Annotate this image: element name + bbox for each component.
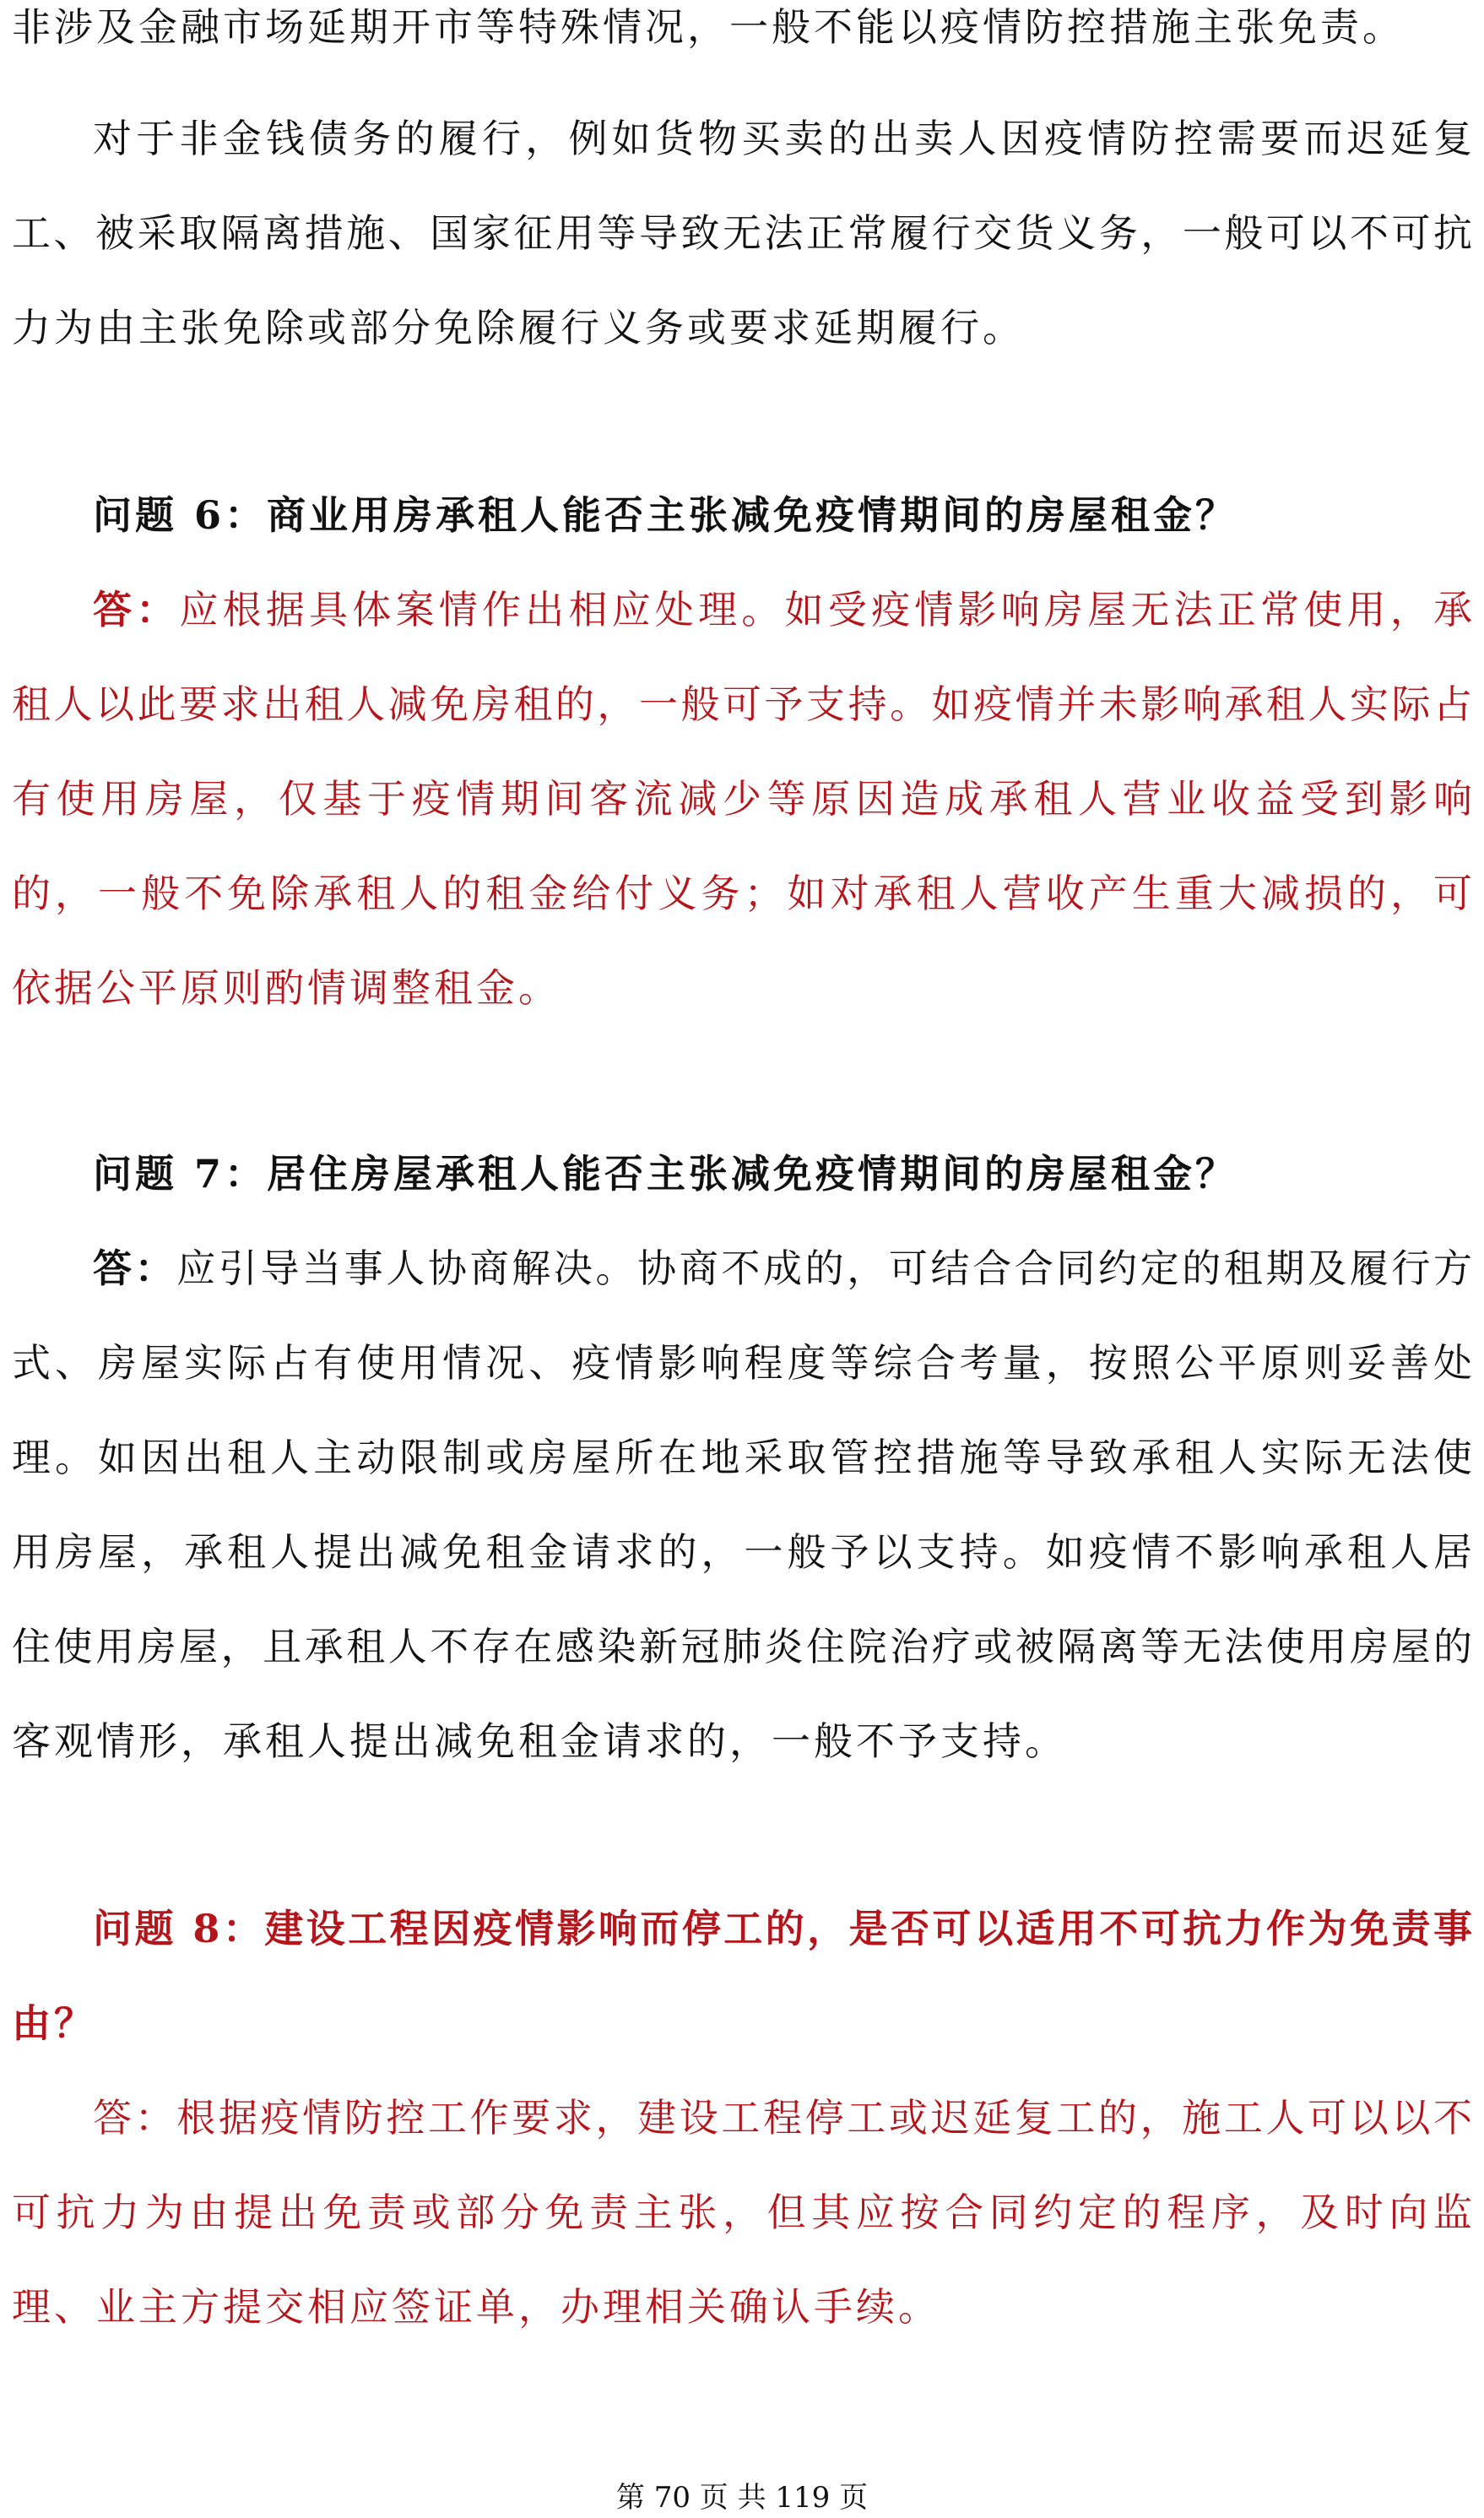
question-7-answer-line bbox=[12, 1243, 1472, 1294]
paragraph-line: 非涉及金融市场延期开市等特殊情况，一般不能以疫情防控措施主张免责。 bbox=[12, 4, 1405, 50]
answer-label: 答： bbox=[93, 587, 180, 632]
question-6-answer-line: 的，一般不免除承租人的租金给付义务；如对承租人营收产生重大减损的，可 bbox=[12, 871, 1472, 916]
paragraph-line: 工、被采取隔离措施、国家征用等导致无法正常履行交货义务，一般可以不可抗 bbox=[12, 210, 1472, 256]
question-8-answer-line: 可抗力为由提出免责或部分免责主张，但其应按合同约定的程序，及时向监 bbox=[12, 2190, 1472, 2235]
paragraph-line: 对于非金钱债务的履行，例如货物买卖的出卖人因疫情防控需要而迟延复 bbox=[93, 116, 1472, 161]
question-6-answer-line: 租人以此要求出租人减免房租的，一般可予支持。如疫情并未影响承租人实际占 bbox=[12, 681, 1472, 727]
answer-label: 答： bbox=[93, 1245, 177, 1291]
question-7-answer-line: 理。如因出租人主动限制或房屋所在地采取管控措施等导致承租人实际无法使 bbox=[12, 1435, 1472, 1480]
question-7-answer-line: 式、房屋实际占有使用情况、疫情影响程度等综合考量，按照公平原则妥善处 bbox=[12, 1340, 1472, 1386]
question-6-answer-line: 有使用房屋，仅基于疫情期间客流减少等原因造成承租人营业收益受到影响 bbox=[12, 776, 1472, 822]
question-6-title: 问题 6：商业用房承租人能否主张减免疫情期间的房屋租金？ bbox=[93, 492, 1238, 538]
question-8-answer-line: 答：根据疫情防控工作要求，建设工程停工或迟延复工的，施工人可以以不 bbox=[93, 2095, 1472, 2141]
answer-text: 应根据具体案情作出相应处理。如受疫情影响房屋无法正常使用，承 bbox=[179, 587, 1473, 632]
question-8-answer-line: 理、业主方提交相应签证单，办理相关确认手续。 bbox=[12, 2284, 940, 2330]
page-number: 第 70 页 共 119 页 bbox=[615, 2481, 869, 2515]
answer-text: 应引导当事人协商解决。协商不成的，可结合合同约定的租期及履行方 bbox=[176, 1245, 1472, 1291]
question-8-title: 由？ bbox=[12, 2000, 96, 2046]
question-7-answer-line: 用房屋，承租人提出减免租金请求的，一般予以支持。如疫情不影响承租人居 bbox=[12, 1529, 1472, 1575]
paragraph-line: 力为由主张免除或部分免除履行义务或要求延期履行。 bbox=[12, 305, 1025, 350]
question-7-answer-line: 住使用房屋，且承租人不存在感染新冠肺炎住院治疗或被隔离等无法使用房屋的 bbox=[12, 1624, 1472, 1669]
question-6-answer-line: 依据公平原则酌情调整租金。 bbox=[12, 965, 561, 1011]
question-7-answer-line: 客观情形，承租人提出减免租金请求的，一般不予支持。 bbox=[12, 1718, 1067, 1764]
question-6-answer-line bbox=[12, 584, 1472, 635]
question-7-title: 问题 7：居住房屋承租人能否主张减免疫情期间的房屋租金？ bbox=[93, 1151, 1238, 1197]
question-8-title: 问题 8：建设工程因疫情影响而停工的，是否可以适用不可抗力作为免责事 bbox=[93, 1906, 1472, 1951]
